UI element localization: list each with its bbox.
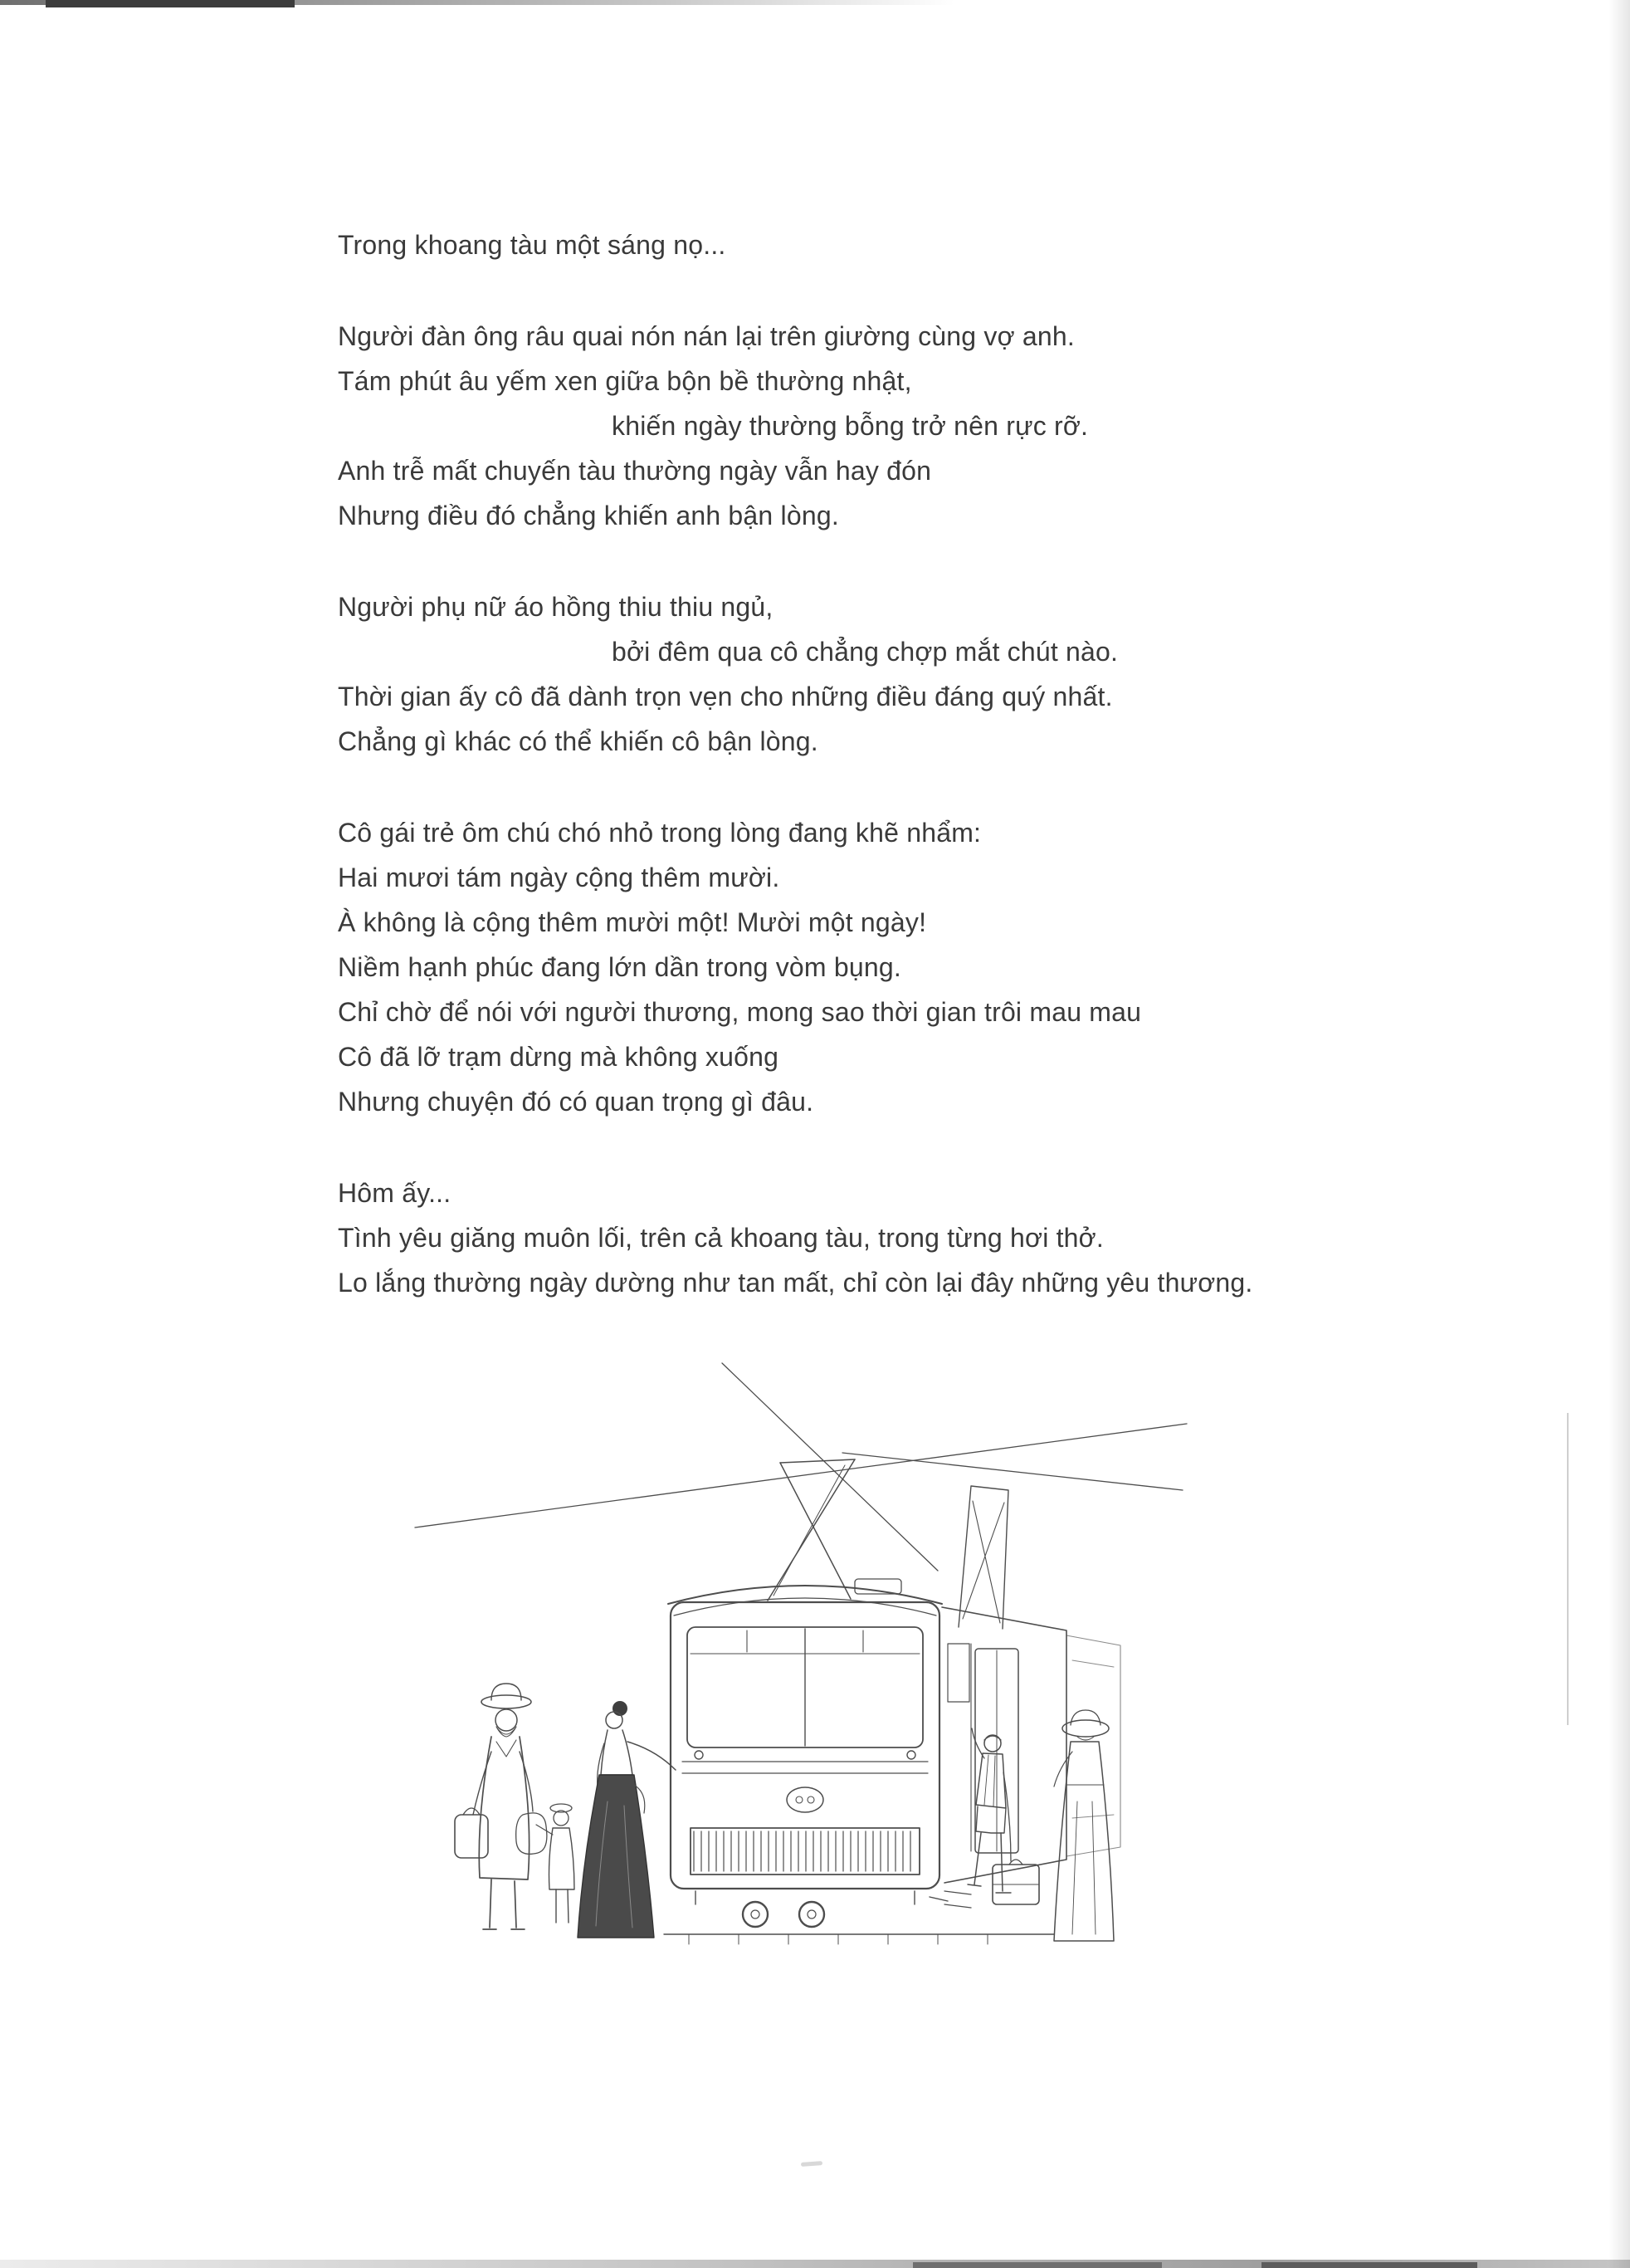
stanza-1	[338, 222, 1417, 267]
poem-line: Người đàn ông râu quai nón nán lại trên giường cùng vợ anh.	[338, 321, 1075, 351]
poem-line: Người phụ nữ áo hồng thiu thiu ngủ,	[338, 592, 774, 622]
poem-line: Hai mươi tám ngày cộng thêm mười.	[338, 863, 780, 892]
poem-line: Tình yêu giăng muôn lối, trên cả khoang tàu, trong từng hơi thở.	[338, 1223, 1104, 1253]
scan-artifact-bottom-dark-2	[1262, 2262, 1477, 2268]
page-smudge	[801, 2161, 822, 2167]
poem-line: Hôm ấy...	[338, 1178, 451, 1208]
poem-line: Cô đã lỡ trạm dừng mà không xuống	[338, 1042, 779, 1072]
tram-illustration	[390, 1353, 1220, 2067]
stanza-4	[338, 810, 1417, 1124]
scan-artifact-bottom-dark-1	[913, 2262, 1162, 2268]
poem-line: Nhưng điều đó chẳng khiến anh bận lòng.	[338, 501, 839, 530]
poem-line: bởi đêm qua cô chẳng chợp mắt chút nào.	[612, 637, 1119, 667]
scan-artifact-top	[0, 0, 954, 5]
stanza-2	[338, 314, 1417, 538]
poem-line: Tám phút âu yếm xen giữa bộn bề thường nhật,	[338, 366, 912, 396]
poem-text	[338, 222, 1417, 1352]
poem-line: Anh trễ mất chuyến tàu thường ngày vẫn hay đón	[338, 456, 932, 486]
poem-line: Nhưng chuyện đó có quan trọng gì đâu.	[338, 1087, 814, 1117]
poem-line: khiến ngày thường bỗng trở nên rực rỡ.	[612, 411, 1089, 441]
stanza-5	[338, 1171, 1417, 1305]
stanza-3	[338, 584, 1417, 764]
page-edge-shadow	[1608, 0, 1630, 2268]
poem-line: À không là cộng thêm mười một! Mười một ngày!	[338, 907, 927, 937]
scan-artifact-top-dark	[46, 0, 295, 7]
poem-line: Trong khoang tàu một sáng nọ...	[338, 230, 726, 260]
poem-line: Cô gái trẻ ôm chú chó nhỏ trong lòng đang khẽ nhẩm:	[338, 818, 982, 848]
page-fold-line	[1567, 1413, 1569, 1725]
poem-line: Niềm hạnh phúc đang lớn dần trong vòm bụng.	[338, 952, 901, 982]
scan-artifact-bottom	[0, 2260, 1630, 2268]
poem-line: Chỉ chờ để nói với người thương, mong sao thời gian trôi mau mau	[338, 997, 1142, 1027]
poem-line: Thời gian ấy cô đã dành trọn vẹn cho những điều đáng quý nhất.	[338, 682, 1113, 711]
tram-sketch-svg	[390, 1353, 1220, 2067]
poem-line: Chẳng gì khác có thể khiến cô bận lòng.	[338, 726, 818, 756]
poem-line: Lo lắng thường ngày dường như tan mất, chỉ còn lại đây những yêu thương.	[338, 1268, 1253, 1298]
